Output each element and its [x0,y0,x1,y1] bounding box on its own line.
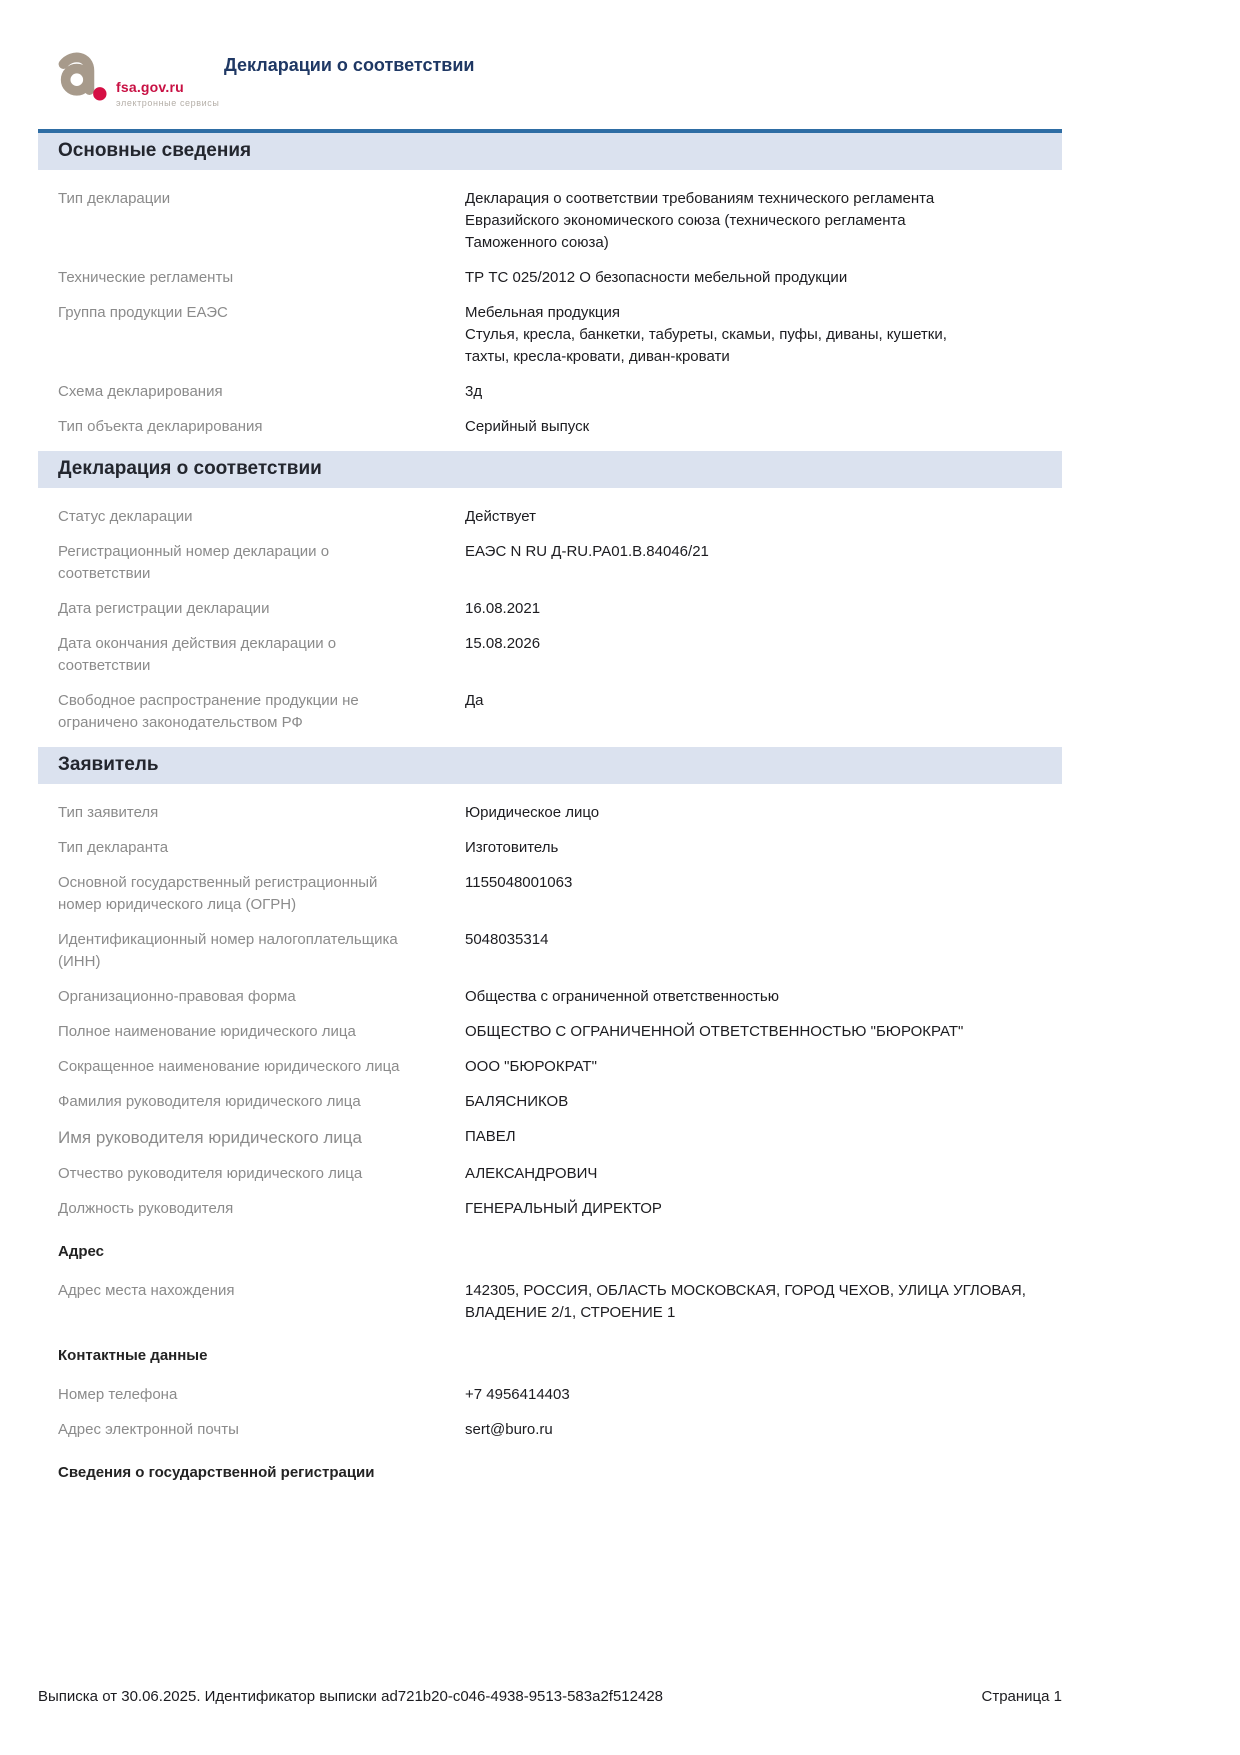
field-row [38,541,1062,585]
field-value: Серийный выпуск [465,418,590,435]
field-value: 3д [465,383,483,400]
subsection-heading: Сведения о государственной регистрации [58,1464,375,1481]
field-value: ООО "БЮРОКРАТ" [465,1058,597,1075]
field-value: БАЛЯСНИКОВ [465,1093,569,1110]
field-row [38,1280,1062,1324]
field-label: Номер телефона [58,1386,178,1403]
subsection-heading: Адрес [58,1243,105,1260]
field-value: ТР ТС 025/2012 О безопасности мебельной продукции [465,269,848,286]
field-value: 142305, РОССИЯ, ОБЛАСТЬ МОСКОВСКАЯ, ГОРОД ЧЕХОВ, УЛИЦА УГЛОВАЯ, ВЛАДЕНИЕ 2/1, СТРОЕНИЕ 1 [465,1282,1026,1321]
field-row [38,416,1062,438]
logo-tagline: электронные сервисы [116,98,220,108]
field-label: Свободное распространение продукции не ограничено законодательством РФ [58,692,359,731]
field-row [38,986,1062,1008]
field-value: 5048035314 [465,931,549,948]
field-value: 15.08.2026 [465,635,541,652]
field-value: ГЕНЕРАЛЬНЫЙ ДИРЕКТОР [465,1200,662,1217]
subsection-heading: Контактные данные [58,1347,208,1364]
logo-site-text: fsa.gov.ru [116,79,184,95]
field-label: Дата регистрации декларации [58,600,270,617]
sections [38,129,1062,1484]
field-row [38,837,1062,859]
field-label: Тип декларации [58,190,171,207]
fsa-logo [56,50,236,118]
field-value: Юридическое лицо [465,804,600,821]
field-label: Полное наименование юридического лица [58,1023,356,1040]
document-footer [38,1688,1062,1705]
section-header: Заявитель [38,747,1062,784]
field-label: Идентификационный номер налогоплательщика (ИНН) [58,931,398,970]
field-label: Отчество руководителя юридического лица [58,1165,363,1182]
field-value: Мебельная продукция Стулья, кресла, банкетки, табуреты, скамьи, пуфы, диваны, кушетки, тахты, кресла-кровати, диван-кровати [465,304,947,365]
field-value: ЕАЭС N RU Д-RU.РА01.В.84046/21 [465,543,709,560]
field-label: Фамилия руководителя юридического лица [58,1093,361,1110]
field-label: Тип объекта декларирования [58,418,263,435]
field-row [38,929,1062,973]
field-row [38,1091,1062,1113]
field-row [38,302,1062,368]
field-value: Изготовитель [465,839,559,856]
field-value: Действует [465,508,536,525]
field-value: 1155048001063 [465,874,573,891]
field-label: Схема декларирования [58,383,223,400]
field-label: Адрес электронной почты [58,1421,239,1438]
field-value: 16.08.2021 [465,600,541,617]
field-label: Дата окончания действия декларации о соответствии [58,635,337,674]
field-label: Регистрационный номер декларации о соответствии [58,543,330,582]
field-label: Технические регламенты [58,269,234,286]
field-row [38,506,1062,528]
section-header: Декларация о соответствии [38,451,1062,488]
field-value: Да [465,692,484,709]
footer-extract-info: Выписка от 30.06.2025. Идентификатор выписки ad721b20-c046-4938-9513-583a2f512428 [38,1688,664,1705]
field-row [38,1198,1062,1220]
field-label: Организационно-правовая форма [58,988,296,1005]
footer-page-number: Страница 1 [981,1688,1062,1705]
field-row [38,188,1062,254]
field-label: Тип декларанта [58,839,169,856]
section-header: Основные сведения [38,129,1062,170]
field-label: Должность руководителя [58,1200,234,1217]
field-row [38,872,1062,916]
field-row [38,1056,1062,1078]
field-label: Адрес места нахождения [58,1282,235,1299]
field-row [38,1021,1062,1043]
field-label: Имя руководителя юридического лица [58,1128,362,1147]
field-label: Основной государственный регистрационный номер юридического лица (ОГРН) [58,874,378,913]
field-row [38,598,1062,620]
field-row [38,1163,1062,1185]
field-value: Декларация о соответствии требованиям технического регламента Евразийского экономического союза (технического регламента Таможенного союза) [465,190,935,251]
field-value: +7 4956414403 [465,1386,570,1403]
field-row [38,267,1062,289]
field-value: sert@buro.ru [465,1421,553,1438]
red-dot-icon [93,87,106,100]
field-row [38,1126,1062,1150]
document-header [0,0,1240,129]
field-value: Общества с ограниченной ответственностью [465,988,779,1005]
field-row [38,1419,1062,1441]
field-row [38,802,1062,824]
field-row [38,381,1062,403]
field-row [38,690,1062,734]
field-label: Тип заявителя [58,804,159,821]
page-title: Декларации о соответствии [224,55,475,75]
field-value: АЛЕКСАНДРОВИЧ [465,1165,598,1182]
field-label: Сокращенное наименование юридического лица [58,1058,400,1075]
field-row [38,633,1062,677]
field-label: Статус декларации [58,508,193,525]
field-row [38,1384,1062,1406]
fsa-a-glyph-icon [56,50,108,102]
field-value: ОБЩЕСТВО С ОГРАНИЧЕННОЙ ОТВЕТСТВЕННОСТЬЮ "БЮРОКРАТ" [465,1023,964,1040]
field-value: ПАВЕЛ [465,1128,516,1145]
field-label: Группа продукции ЕАЭС [58,304,228,321]
